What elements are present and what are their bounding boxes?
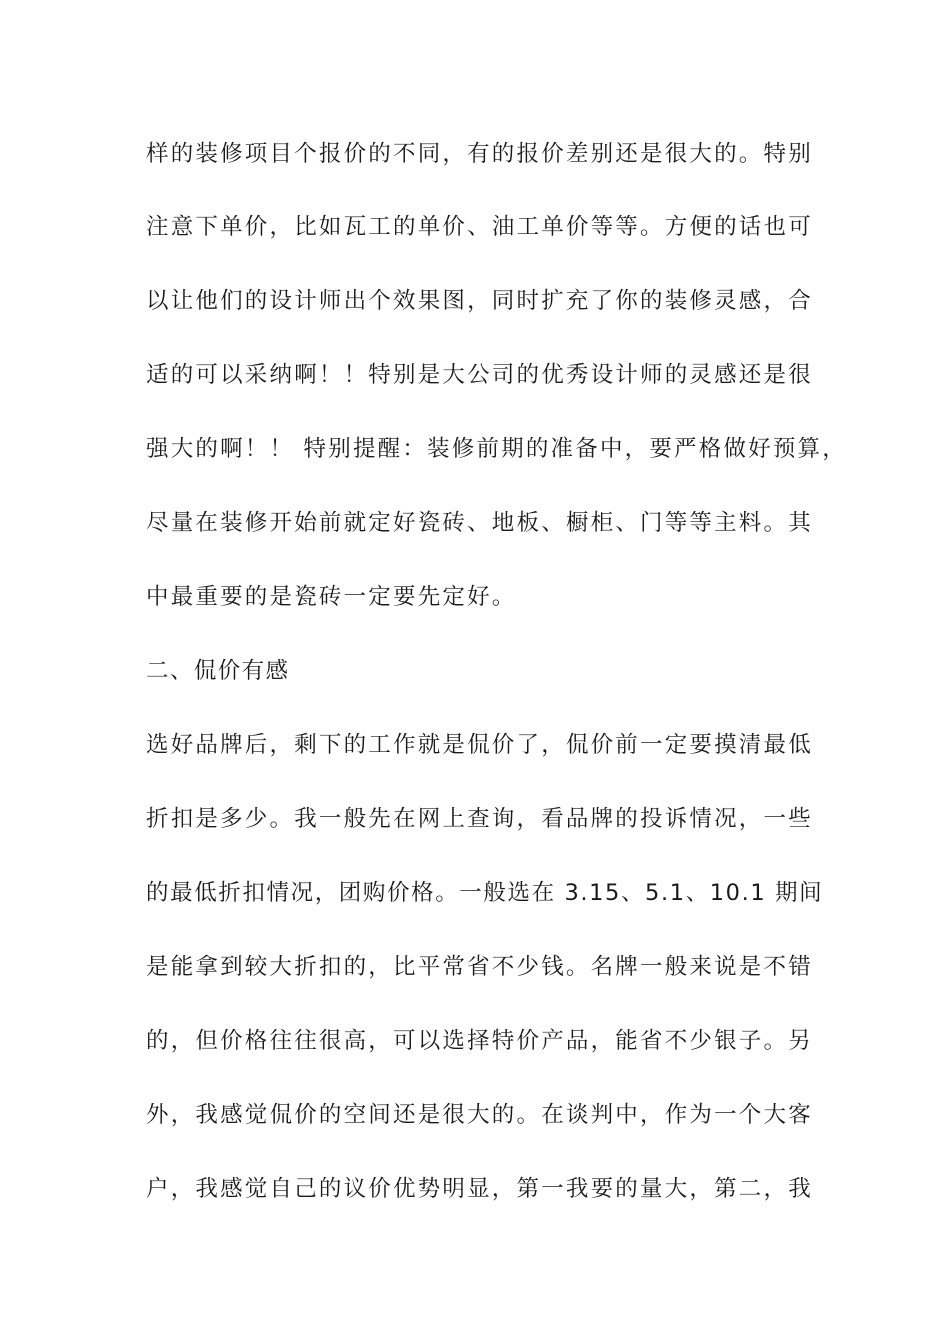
- text-line: 样的装修项目个报价的不同，有的报价差别还是很大的。特别: [146, 141, 813, 167]
- text-line: 中最重要的是瓷砖一定要先定好。: [146, 584, 517, 610]
- text-line: 注意下单价，比如瓦工的单价、油工单价等等。方便的话也可: [146, 214, 813, 240]
- text-line: 折扣是多少。我一般先在网上查询，看品牌的投诉情况，一些: [146, 806, 813, 832]
- text-line: 外，我感觉侃价的空间还是很大的。在谈判中，作为一个大客: [146, 1102, 813, 1128]
- text-line: 强大的啊！！ 特别提醒：装修前期的准备中，要严格做好预算，: [146, 436, 847, 462]
- section-heading: 二、侃价有感: [146, 658, 290, 684]
- text-line: 适的可以采纳啊！！特别是大公司的优秀设计师的灵感还是很: [146, 362, 813, 388]
- text-line: 是能拿到较大折扣的，比平常省不少钱。名牌一般来说是不错: [146, 954, 813, 980]
- text-line: 以让他们的设计师出个效果图，同时扩充了你的装修灵感，合: [146, 288, 813, 314]
- text-line: 户，我感觉自己的议价优势明显，第一我要的量大，第二，我: [146, 1176, 813, 1202]
- text-line: 的，但价格往往很高，可以选择特价产品，能省不少银子。另: [146, 1028, 813, 1054]
- text-line: 尽量在装修开始前就定好瓷砖、地板、橱柜、门等等主料。其: [146, 510, 813, 536]
- text-line: 的最低折扣情况，团购价格。一般选在 3.15、5.1、10.1 期间: [146, 880, 824, 906]
- text-line: 选好品牌后，剩下的工作就是侃价了，侃价前一定要摸清最低: [146, 732, 813, 758]
